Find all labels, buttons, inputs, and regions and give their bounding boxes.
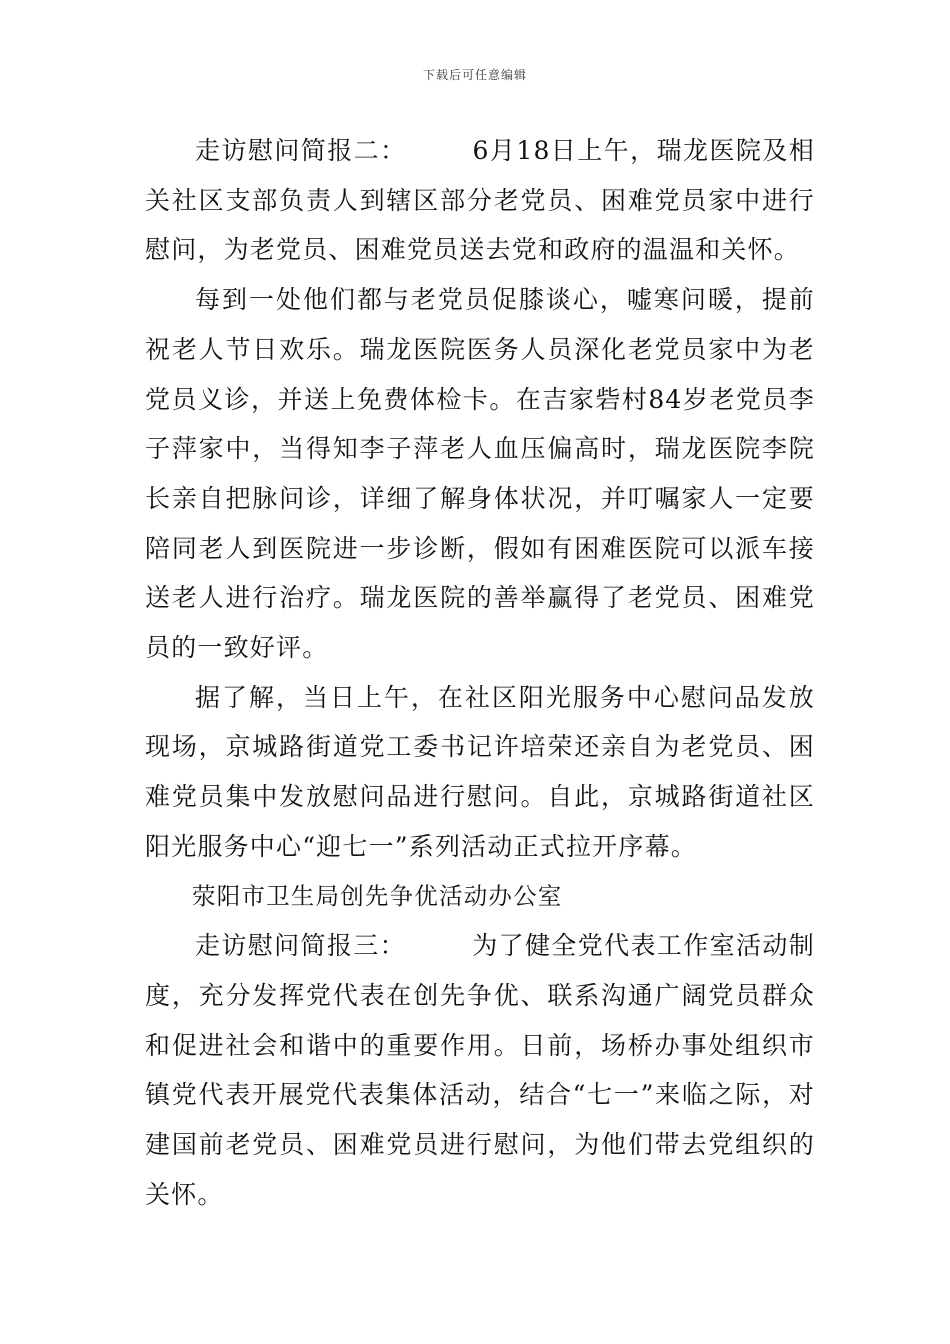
briefing-2-body: 6月18日上午，瑞龙医院及相关社区支部负责人到辖区部分老党员、困难党员家中进行慰问，为老党员、困难党员送去党和政府的温温和关怀。 — [145, 136, 815, 265]
paragraph-distribution: 据了解，当日上午，在社区阳光服务中心慰问品发放现场，京城路街道党工委书记许培荣还亲自为老党员、困难党员集中发放慰问品进行慰问。自此，京城路街道社区阳光服务中心“迎七一”系列活动正式拉开序幕。 — [145, 682, 815, 861]
briefing-2-title: 走访慰问简报二： — [195, 136, 407, 165]
page-header: 下载后可任意编辑 — [422, 68, 527, 82]
paragraph-visit-details: 每到一处他们都与老党员促膝谈心，嘘寒问暖，提前祝老人节日欢乐。瑞龙医院医务人员深化老党员家中为老党员义诊，并送上免费体检卡。在吉家砦村84岁老党员李子萍家中，当得知李子萍老人血压偏高时，瑞龙医院李院长亲自把脉问诊，详细了解身体状况，并叮嘱家人一定要陪同老人到医院进一步诊断，假如有困难医院可以派车接送老人进行治疗。瑞龙医院的善举赢得了老党员、困难党员的一致好评。 — [145, 285, 815, 663]
briefing-3-title: 走访慰问简报三： — [195, 931, 407, 961]
paragraph-briefing-2 — [145, 126, 815, 275]
document-body — [145, 126, 815, 1219]
signature-office: 荥阳市卫生局创先争优活动办公室 — [192, 881, 563, 910]
briefing-3-body: 为了健全党代表工作室活动制度，充分发挥党代表在创先争优、联系沟通广阔党员群众和促进社会和谐中的重要作用。日前，场桥办事处组织市镇党代表开展党代表集体活动，结合“七一”来临之际，对建国前老党员、困难党员进行慰问，为他们带去党组织的关怀。 — [145, 931, 815, 1209]
paragraph-briefing-3 — [145, 921, 815, 1219]
